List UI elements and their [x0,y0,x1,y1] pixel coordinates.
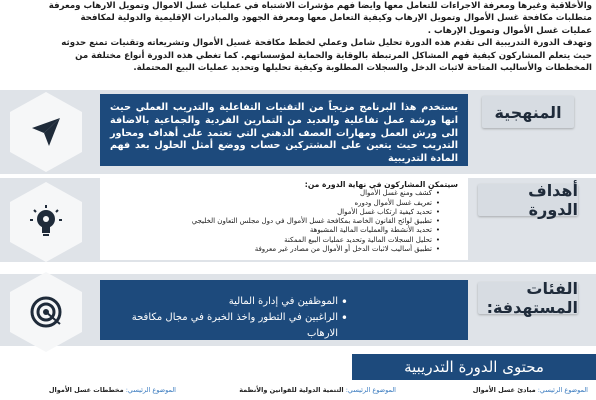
intro-line: المخططات والأساليب المتاحة لاثبات الدخل والسجلات المطلوبة وكيفية تحليلها وتحديد عمليات البيع المحتملة. [133,63,592,74]
targets-list [110,294,458,342]
topic-key: الموضوع الرئيسي: [125,386,176,394]
intro-line: حيث يتعلم المشاركون كيفية فهم المشاكل المرتبطة بالوقاية والحماية لمؤسساتهم. كما تغطي هذه الدورة أنواع مختلفة من [75,50,592,61]
intro-line: وتهدف الدورة التدريبية الى تقدم هذه الدورة تحليل شامل وعملي لخطط مكافحة غسيل الأموال وتشريعاته وتقنيات تمنع حدوثه [61,38,592,49]
topic-value: التنمية الدولية للقوانين والأنظمة [239,386,344,394]
objectives-panel [100,178,468,260]
intro-text [0,0,596,86]
topic-value: مخططات غسل الأموال [48,386,124,394]
list-item: • تطبيق أساليب لاثبات الدخل أو الأموال من مصادر غير معروفة [110,245,432,254]
target-icon [10,272,82,352]
list-item: • الموظفين في إدارة المالية [110,294,338,310]
targets-heading: الفئات المستهدفة: [478,282,578,314]
content-title: محتوى الدورة التدريبية [352,354,596,380]
topic-key: الموضوع الرئيسي: [537,386,588,394]
list-item: • تحليل السجلات المالية وتحديد عمليات البيع الممكنة [110,236,432,245]
topic-item [239,386,396,394]
list-item: • تحديد الأنشطة والعمليات المالية المشبوهة [110,226,432,235]
intro-line: متطلبات مكافحة غسل الأموال وتمويل الإرهاب وكيفية التعامل معها ومعرفة الجهود والمبادرات الإقليمية والدولية لمكافحة [80,13,592,24]
targets-panel [100,280,468,340]
topic-item [473,386,588,394]
list-item: • تطبيق لوائح القانون الخاصة بمكافحة غسل الأموال في دول مجلس التعاون الخليجي [110,217,432,226]
lightbulb-gear-icon [10,182,82,262]
targets-section [0,274,596,346]
list-item: • الراغبين في التطور واخذ الخبرة في مجال مكافحة الارهاب [110,310,338,342]
topic-item [49,386,176,394]
intro-line: والأخلاقية وغيرها ومعرفة الاجراءات للتعامل معها وايضا فهم مؤشرات الاشتباه في عمليات غسل الاموال وتمويل الارهاب ومعرفة [48,1,592,11]
topics-row [0,384,596,400]
topic-value: مبادئ غسل الأموال [472,386,536,394]
intro-line: عمليات غسل الأموال وتمويل الإرهاب . [427,25,592,36]
objectives-lead: سيتمكن المشاركون في نهاية الدورة من: [304,180,458,189]
methodology-text: يستخدم هذا البرنامج مزيجاً من التقنيات التفاعلية والتدريب العملي حيث انها ورشة عمل تفاعلية والعديد من التمارين الفردية والجماعية بالاضافة الى ورش العمل ومهارات العصف الذهني التي تعتمد على أهداف ومحاور التدريب حيث يتعين على المشتركين حساب ووضع أمثل الحلول بعد فهم المادة التدريبية [110,102,458,165]
objectives-section [0,178,596,262]
methodology-section [0,90,596,174]
methodology-panel [100,94,468,166]
list-item: • تحديد كيفية ارتكاب غسل الأموال [110,208,432,217]
objectives-heading: أهداف الدورة [478,184,578,216]
list-item: • تعريف غسل الأموال ودوره [110,199,432,208]
methodology-heading: المنهجية [482,96,574,128]
send-icon [10,92,82,172]
objectives-list [110,189,458,254]
topic-key: الموضوع الرئيسي: [345,386,396,394]
list-item: • كشف ومنع غسل الأموال [110,189,432,198]
